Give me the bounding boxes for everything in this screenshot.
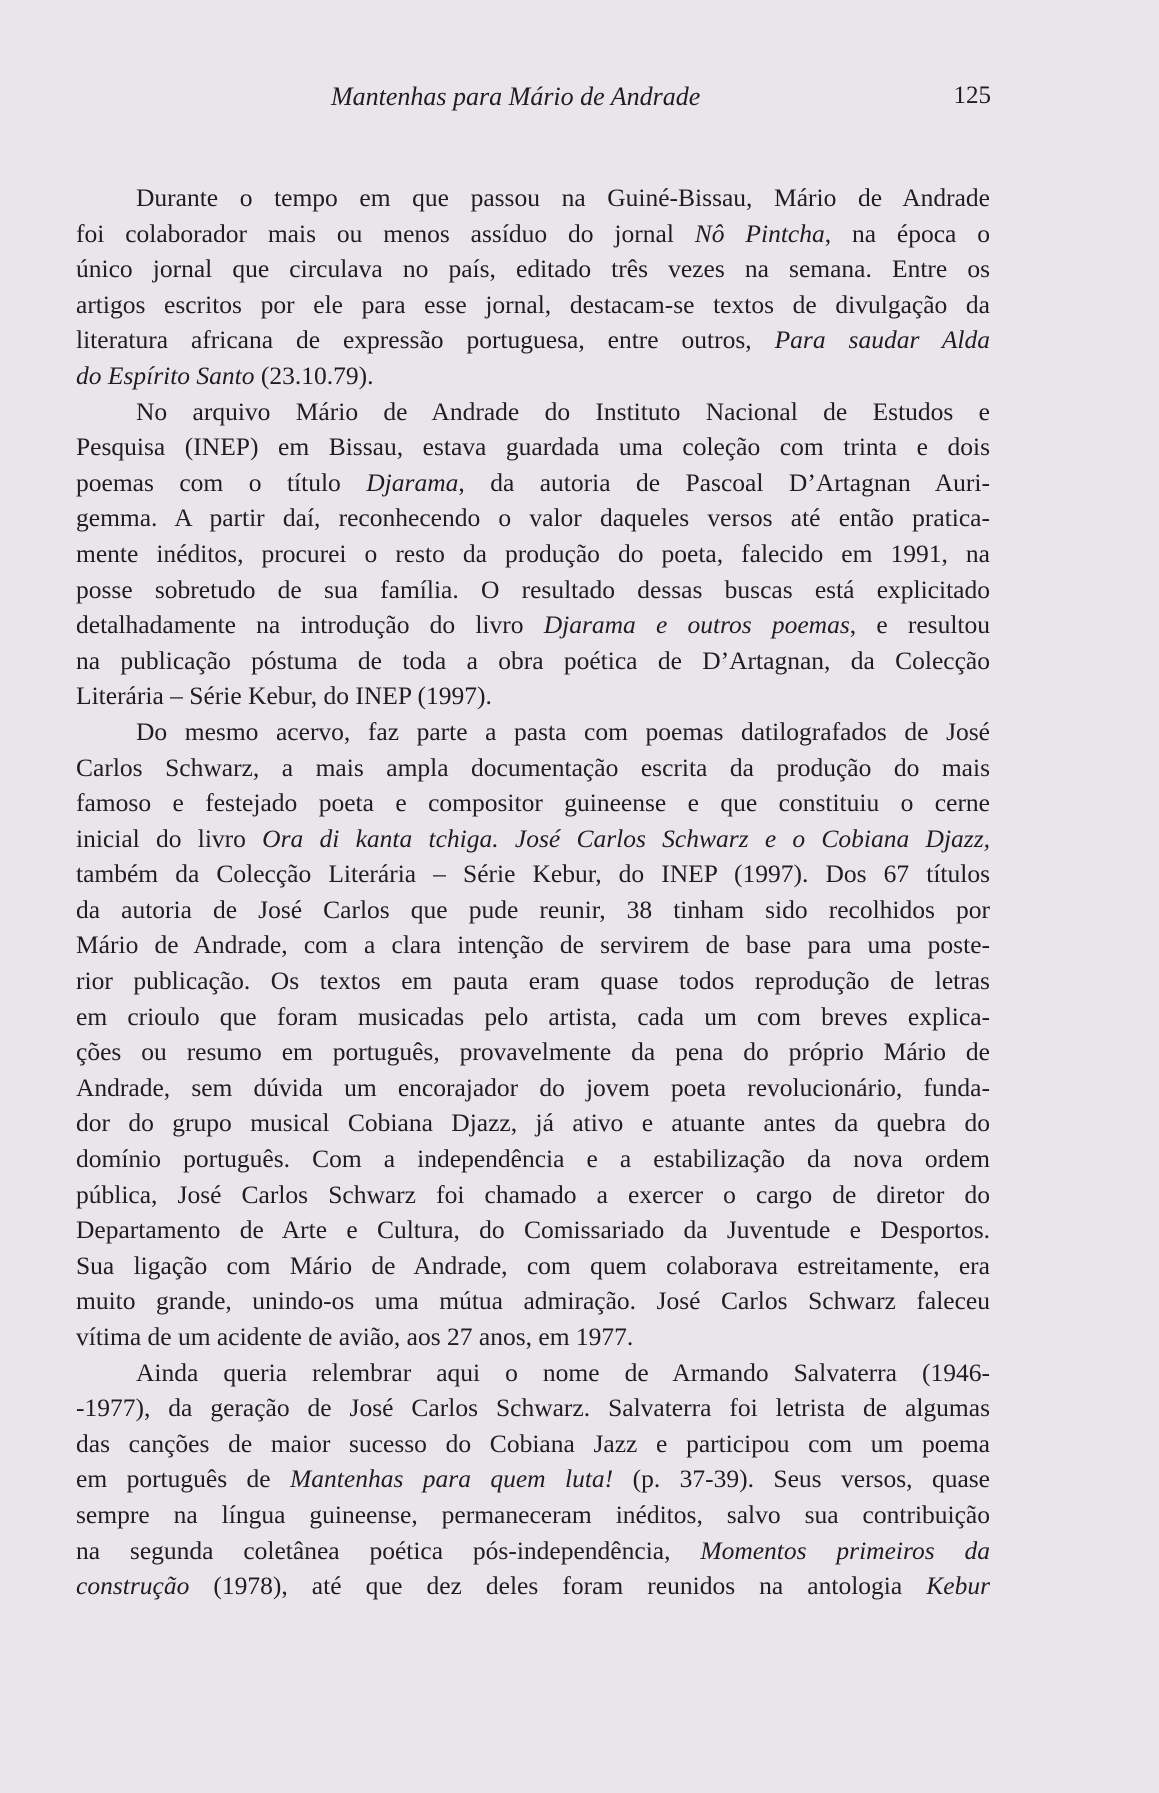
text-segment: em crioulo que foram musicadas pelo artista, cada um com breves explica- bbox=[76, 1001, 990, 1031]
text-segment: Do mesmo acervo, faz parte a pasta com poemas datilografados de José bbox=[136, 716, 990, 746]
text-line bbox=[76, 821, 990, 857]
text-segment: das canções de maior sucesso do Cobiana Jazz e participou com um poema bbox=[76, 1428, 990, 1458]
text-line bbox=[76, 429, 990, 465]
text-line bbox=[76, 536, 990, 572]
text-line bbox=[76, 999, 990, 1035]
text-line bbox=[76, 1034, 990, 1070]
text-segment: inicial do livro bbox=[76, 823, 263, 853]
text-segment: Ainda queria relembrar aqui o nome de Armando Salvaterra (1946- bbox=[136, 1357, 990, 1387]
page-number: 125 bbox=[953, 82, 991, 109]
italic-title: Para saudar Alda bbox=[774, 325, 990, 355]
text-segment: também da Colecção Literária – Série Kebur, do INEP (1997). Dos 67 títulos bbox=[76, 859, 990, 889]
text-line bbox=[76, 251, 990, 287]
italic-title: construção bbox=[76, 1571, 190, 1601]
text-segment: detalhadamente na introdução do livro bbox=[76, 610, 544, 640]
text-line bbox=[76, 1141, 990, 1177]
text-segment: rior publicação. Os textos em pauta eram quase todos reprodução de letras bbox=[76, 966, 990, 996]
text-segment: (1978), até que dez deles foram reunidos na antologia bbox=[189, 1571, 927, 1601]
text-line bbox=[76, 750, 990, 786]
text-segment: vítima de um acidente de avião, aos 27 anos, em 1977. bbox=[76, 1322, 634, 1351]
text-segment: muito grande, unindo-os uma mútua admiração. José Carlos Schwarz faleceu bbox=[76, 1286, 990, 1316]
text-line bbox=[76, 287, 990, 323]
text-segment: em português de bbox=[76, 1464, 291, 1494]
italic-title: Ora di kanta tchiga. José Carlos Schwarz e o Cobiana Djazz, bbox=[262, 823, 991, 853]
text-line bbox=[76, 322, 990, 358]
text-segment: sempre na língua guineense, permaneceram inéditos, salvo sua contribuição bbox=[76, 1499, 990, 1529]
text-line bbox=[76, 1533, 990, 1569]
text-line bbox=[76, 500, 990, 536]
text-line bbox=[76, 180, 990, 216]
text-line bbox=[76, 216, 990, 252]
text-segment: Andrade, sem dúvida um encorajador do jovem poeta revolucionário, funda- bbox=[76, 1072, 990, 1102]
body-text bbox=[76, 180, 990, 1604]
text-line bbox=[76, 1497, 990, 1533]
text-segment: na segunda coletânea poética pós-independência, bbox=[76, 1535, 701, 1565]
text-line bbox=[76, 1568, 990, 1604]
italic-title: Kebur bbox=[926, 1571, 990, 1601]
text-line bbox=[76, 1283, 990, 1319]
text-segment: , e resultou bbox=[849, 610, 990, 640]
text-segment: posse sobretudo de sua família. O resultado dessas buscas está explicitado bbox=[76, 574, 990, 604]
text-line bbox=[76, 963, 990, 999]
text-line bbox=[76, 358, 990, 394]
italic-title: do Espírito Santo bbox=[76, 360, 255, 390]
italic-title: Djarama bbox=[366, 467, 459, 497]
italic-title: Nô Pintcha bbox=[694, 218, 825, 248]
text-line bbox=[76, 572, 990, 608]
text-line bbox=[76, 1319, 990, 1355]
paragraph bbox=[76, 714, 990, 1355]
text-segment: , da autoria de Pascoal D’Artagnan Auri- bbox=[458, 467, 990, 497]
text-line bbox=[76, 1105, 990, 1141]
text-segment: Departamento de Arte e Cultura, do Comissariado da Juventude e Desportos. bbox=[76, 1215, 990, 1245]
text-line bbox=[76, 1248, 990, 1284]
text-line bbox=[76, 1070, 990, 1106]
text-segment: Sua ligação com Mário de Andrade, com quem colaborava estreitamente, era bbox=[76, 1250, 990, 1280]
text-line bbox=[76, 1177, 990, 1213]
text-segment: poemas com o título bbox=[76, 467, 367, 497]
text-line bbox=[76, 714, 990, 750]
text-segment: -1977), da geração de José Carlos Schwarz. Salvaterra foi letrista de algumas bbox=[76, 1393, 990, 1423]
text-line bbox=[76, 643, 990, 679]
text-line bbox=[76, 1212, 990, 1248]
text-segment: artigos escritos por ele para esse jornal, destacam-se textos de divulgação da bbox=[76, 289, 990, 319]
text-segment: domínio português. Com a independência e a estabilização da nova ordem bbox=[76, 1144, 990, 1174]
text-line bbox=[76, 785, 990, 821]
text-segment: da autoria de José Carlos que pude reunir, 38 tinham sido recolhidos por bbox=[76, 894, 990, 924]
text-segment: Carlos Schwarz, a mais ampla documentação escrita da produção do mais bbox=[76, 752, 990, 782]
text-segment: (p. 37-39). Seus versos, quase bbox=[613, 1464, 991, 1494]
text-line bbox=[76, 465, 990, 501]
italic-title: Mantenhas para quem luta! bbox=[290, 1464, 614, 1494]
text-line bbox=[76, 1390, 990, 1426]
text-segment: famoso e festejado poeta e compositor guineense e que constituiu o cerne bbox=[76, 788, 990, 818]
text-segment: No arquivo Mário de Andrade do Instituto Nacional de Estudos e bbox=[136, 396, 990, 426]
text-segment: Pesquisa (INEP) em Bissau, estava guardada uma coleção com trinta e dois bbox=[76, 432, 990, 462]
text-segment: pública, José Carlos Schwarz foi chamado a exercer o cargo de diretor do bbox=[76, 1179, 990, 1209]
text-segment: mente inéditos, procurei o resto da produção do poeta, falecido em 1991, na bbox=[76, 538, 990, 568]
text-line bbox=[76, 678, 990, 714]
paragraph bbox=[76, 180, 990, 394]
text-segment: na publicação póstuma de toda a obra poética de D’Artagnan, da Colecção bbox=[76, 645, 990, 675]
text-segment: foi colaborador mais ou menos assíduo do jornal bbox=[76, 218, 695, 248]
text-line bbox=[76, 607, 990, 643]
text-line bbox=[76, 856, 990, 892]
running-header bbox=[331, 82, 991, 118]
text-segment: literatura africana de expressão portuguesa, entre outros, bbox=[76, 325, 775, 355]
paragraph bbox=[76, 394, 990, 714]
text-line bbox=[76, 1461, 990, 1497]
text-line bbox=[76, 927, 990, 963]
text-segment: Mário de Andrade, com a clara intenção de servirem de base para uma poste- bbox=[76, 930, 990, 960]
text-segment: ções ou resumo em português, provavelmente da pena do próprio Mário de bbox=[76, 1037, 990, 1067]
running-title: Mantenhas para Mário de Andrade bbox=[331, 82, 701, 111]
text-segment: (23.10.79). bbox=[254, 360, 374, 390]
text-line bbox=[76, 892, 990, 928]
text-line bbox=[76, 394, 990, 430]
text-segment: , na época o bbox=[824, 218, 990, 248]
text-segment: único jornal que circulava no país, editado três vezes na semana. Entre os bbox=[76, 254, 990, 284]
text-line bbox=[76, 1355, 990, 1391]
text-segment: gemma. A partir daí, reconhecendo o valor daqueles versos até então pratica- bbox=[76, 503, 990, 533]
text-segment: Durante o tempo em que passou na Guiné-Bissau, Mário de Andrade bbox=[136, 183, 990, 212]
paragraph bbox=[76, 1355, 990, 1604]
italic-title: Momentos primeiros da bbox=[700, 1535, 990, 1565]
text-line bbox=[76, 1426, 990, 1462]
italic-title: Djarama e outros poemas bbox=[543, 610, 850, 640]
text-segment: dor do grupo musical Cobiana Djazz, já ativo e atuante antes da quebra do bbox=[76, 1108, 990, 1138]
text-segment: Literária – Série Kebur, do INEP (1997). bbox=[76, 681, 492, 711]
